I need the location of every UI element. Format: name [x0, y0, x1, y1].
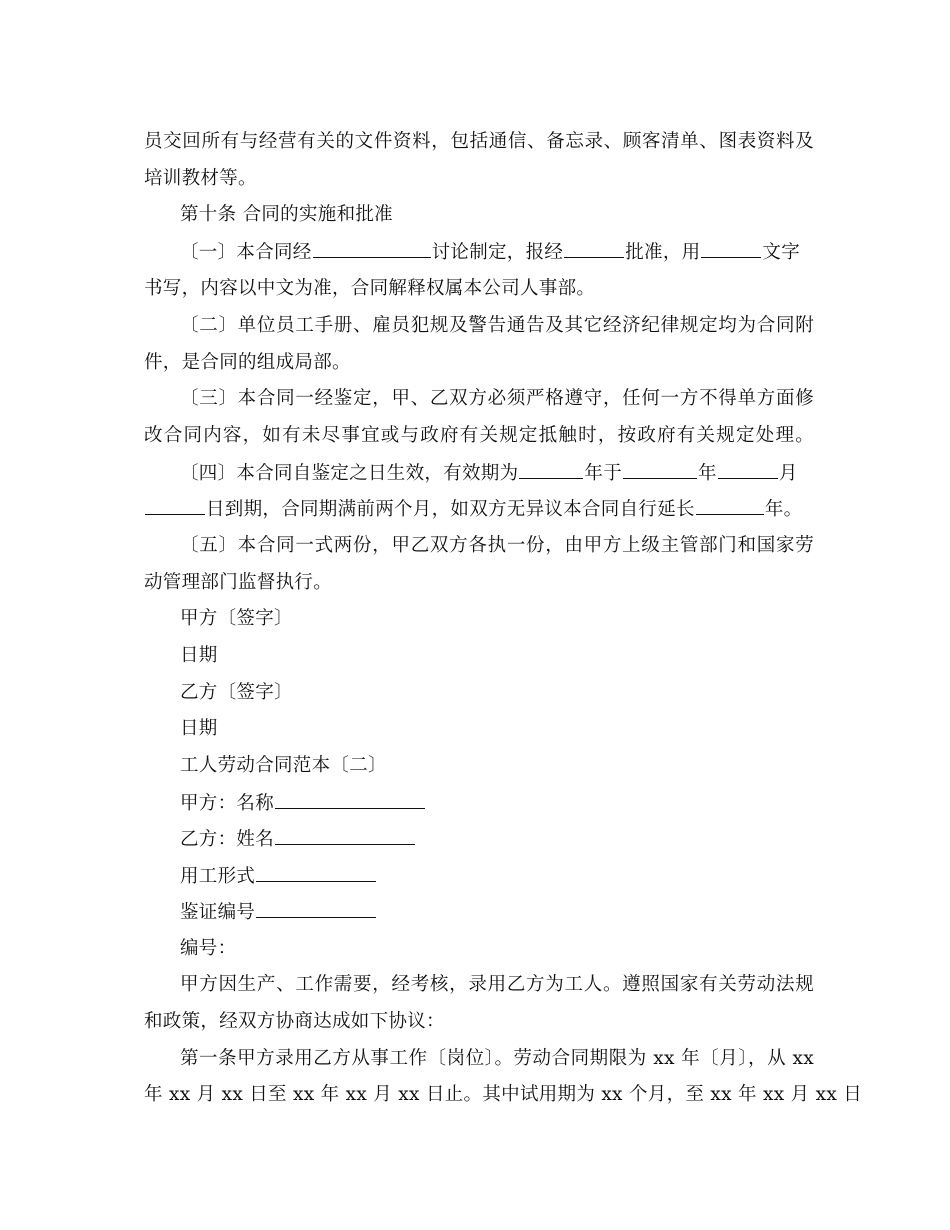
date-label: 日期 — [180, 718, 218, 739]
paragraph-line: 第一条甲方录用乙方从事工作〔岗位〕。劳动合同期限为 xx 年〔月〕，从 xx — [180, 1048, 814, 1069]
date-label: 日期 — [180, 645, 218, 666]
blank-underline — [256, 899, 376, 918]
clause-four-line-2 — [144, 496, 814, 523]
section-heading: 第十条 合同的实施和批准 — [180, 204, 393, 225]
contract-title: 工人劳动合同范本〔二〕 — [180, 755, 387, 776]
blank-underline — [696, 496, 764, 515]
blank-underline — [519, 460, 583, 479]
clause-one-line — [180, 239, 814, 266]
field-certification-no — [180, 899, 814, 926]
blank-underline — [623, 460, 697, 479]
clause-four-line-1 — [180, 460, 814, 487]
blank-underline — [701, 239, 761, 258]
paragraph-line: 动管理部门监督执行。 — [144, 572, 333, 593]
paragraph-line: 〔五〕本合同一式两份，甲乙双方各执一份，由甲方上级主管部门和国家劳 — [180, 535, 814, 556]
signature-party-b: 乙方〔签字〕 — [180, 682, 293, 703]
blank-underline — [313, 239, 431, 258]
field-party-a — [180, 790, 814, 817]
blank-underline — [256, 863, 376, 882]
paragraph-line: 〔三〕本合同一经鉴定，甲、乙双方必须严格遵守，任何一方不得单方面修 — [180, 388, 814, 409]
clause-four-text-6: 年。 — [764, 499, 803, 520]
paragraph-line: 改合同内容，如有未尽事宜或与政府有关规定抵触时，按政府有关规定处理。 — [144, 425, 814, 446]
paragraph-line: 〔二〕单位员工手册、雇员犯规及警告通告及其它经济纪律规定均为合同附 — [180, 315, 814, 336]
clause-one-text-3: 批准，用 — [625, 242, 701, 263]
paragraph-line: 年 xx 月 xx 日至 xx 年 xx 月 xx 日止。其中试用期为 xx 个月，至 xx 年 xx 月 xx 日 — [144, 1084, 863, 1105]
field-certification-no-label: 鉴证编号 — [180, 902, 256, 923]
paragraph-line: 培训教材等。 — [144, 168, 257, 189]
field-party-b-label: 乙方：姓名 — [180, 829, 275, 850]
signature-party-a: 甲方〔签字〕 — [180, 608, 293, 629]
blank-underline — [564, 239, 624, 258]
field-number: 编号： — [180, 938, 237, 959]
clause-four-text-1: 〔四〕本合同自鉴定之日生效，有效期为 — [180, 463, 519, 484]
paragraph-line: 员交回所有与经营有关的文件资料，包括通信、备忘录、顾客清单、图表资料及 — [144, 131, 814, 152]
paragraph-line: 和政策，经双方协商达成如下协议： — [144, 1011, 445, 1032]
clause-four-text-5: 日到期，合同期满前两个月，如双方无异议本合同自行延长 — [206, 499, 695, 520]
clause-one-text-1: 〔一〕本合同经 — [180, 242, 312, 263]
blank-underline — [275, 790, 425, 809]
field-party-a-label: 甲方：名称 — [180, 793, 275, 814]
clause-one-text-2: 讨论制定，报经 — [431, 242, 564, 263]
blank-underline — [145, 496, 205, 515]
clause-four-text-2: 年于 — [584, 463, 623, 484]
paragraph-line: 书写，内容以中文为准，合同解释权属本公司人事部。 — [144, 278, 596, 299]
field-party-b — [180, 826, 814, 853]
clause-one-text-4: 文字 — [762, 242, 801, 263]
blank-underline — [718, 460, 778, 479]
paragraph-line: 件，是合同的组成局部。 — [144, 352, 351, 373]
blank-underline — [275, 826, 415, 845]
paragraph-line: 甲方因生产、工作需要，经考核，录用乙方为工人。遵照国家有关劳动法规 — [180, 974, 814, 995]
clause-four-text-4: 月 — [778, 463, 798, 484]
clause-four-text-3: 年 — [698, 463, 717, 484]
field-employment-form — [180, 863, 814, 890]
field-employment-form-label: 用工形式 — [180, 866, 256, 887]
